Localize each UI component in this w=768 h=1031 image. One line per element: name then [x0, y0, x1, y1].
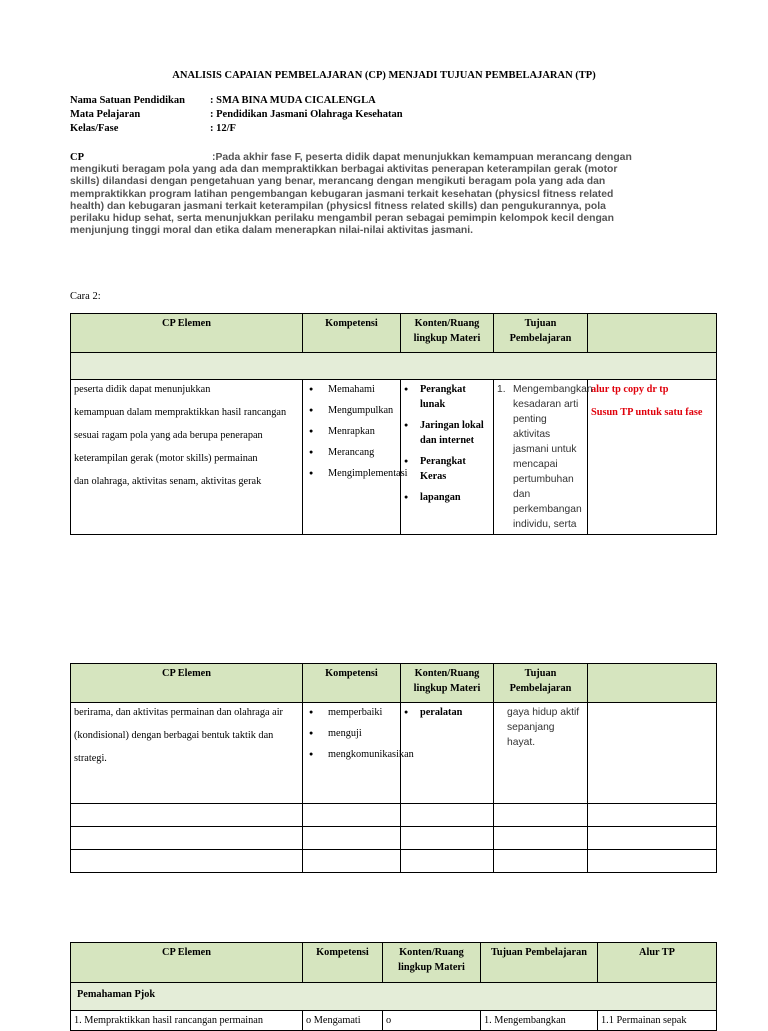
- konten-cell: o: [383, 1011, 481, 1031]
- cp-elemen-cell: [71, 703, 303, 804]
- header-kompetensi: Kompetensi: [303, 943, 383, 983]
- band-row: [71, 353, 717, 380]
- alur-cell: 1.1 Permainan sepak: [598, 1011, 717, 1031]
- empty-cell: [303, 827, 401, 850]
- tp-number: 1.: [497, 384, 506, 395]
- meta-subject: Mata Pelajaran : Pendidikan Jasmani Olahraga Kesehatan: [70, 109, 403, 120]
- analysis-table-1: [70, 313, 717, 535]
- header-empty: [588, 664, 717, 703]
- header-kompetensi: Kompetensi: [303, 314, 401, 353]
- header-tujuan: Tujuan Pembelajaran: [494, 664, 588, 703]
- header-alur: Alur TP: [598, 943, 717, 983]
- kompetensi-cell: [303, 380, 408, 535]
- empty-cell: [401, 804, 494, 827]
- header-tujuan: Tujuan Pembelajaran: [494, 314, 588, 353]
- empty-cell: [401, 827, 494, 850]
- tujuan-cell: 1. Mengembangkan: [481, 1011, 598, 1031]
- empty-cell: [588, 850, 717, 873]
- empty-cell: [71, 850, 303, 873]
- empty-cell: [494, 827, 588, 850]
- document-title: ANALISIS CAPAIAN PEMBELAJARAN (CP) MENJADI TUJUAN PEMBELAJARAN (TP): [172, 70, 596, 81]
- method-label: Cara 2:: [70, 291, 101, 302]
- konten-cell: [401, 703, 494, 804]
- cp-line: sesuai ragam pola yang ada berupa penerapan: [74, 430, 263, 441]
- konten-item: ● Jaringan lokal dan internet: [404, 418, 490, 448]
- meta-class: Kelas/Fase : 12/F: [70, 123, 236, 134]
- empty-cell: [401, 850, 494, 873]
- empty-cell: [494, 850, 588, 873]
- konten-item: ● peralatan: [404, 705, 490, 720]
- cp-line: peserta didik dapat menunjukkan: [74, 384, 211, 395]
- analysis-table-2: [70, 663, 717, 873]
- kompetensi-item: ● Mengimplementasi: [306, 466, 397, 481]
- cp-elemen-cell: [71, 380, 303, 535]
- konten-item: ● lapangan: [404, 490, 490, 505]
- empty-cell: [588, 703, 717, 804]
- note-susun: Susun TP untuk satu fase: [591, 407, 703, 418]
- header-cp-elemen: CP Elemen: [71, 943, 303, 983]
- cp-line: dan olahraga, aktivitas senam, aktivitas gerak: [74, 476, 262, 487]
- header-tujuan: Tujuan Pembelajaran: [481, 943, 598, 983]
- empty-cell: [303, 850, 401, 873]
- cp-line: keterampilan gerak (motor skills) permainan: [74, 453, 258, 464]
- empty-cell: [71, 804, 303, 827]
- kompetensi-item: ● mengkomunikasikan: [306, 747, 397, 762]
- tujuan-cell: [494, 703, 588, 804]
- cp-line: strategi.: [74, 753, 107, 764]
- kompetensi-item: ● Memahami: [306, 382, 397, 397]
- tujuan-cell: [494, 380, 593, 535]
- empty-cell: [588, 804, 717, 827]
- kompetensi-item: ● memperbaiki: [306, 705, 397, 720]
- meta-school: Nama Satuan Pendidikan : SMA BINA MUDA CICALENGLA: [70, 95, 376, 106]
- header-empty: [588, 314, 717, 353]
- header-konten: Konten/Ruang lingkup Materi: [401, 664, 494, 703]
- header-cp-elemen: CP Elemen: [71, 664, 303, 703]
- empty-cell: [494, 804, 588, 827]
- konten-cell: [401, 380, 494, 535]
- empty-cell: [303, 804, 401, 827]
- kompetensi-item: ● Menrapkan: [306, 424, 397, 439]
- tp-text: Mengembangkan kesadaran arti penting aktivitas jasmani untuk mencapai pertumbuhan dan perkembangan individu, serta: [513, 384, 593, 530]
- cp-line: kemampuan dalam mempraktikkan hasil rancangan: [74, 407, 287, 418]
- kompetensi-cell: o Mengamati: [303, 1011, 383, 1031]
- cp-label: CP: [70, 152, 84, 163]
- header-cp-elemen: CP Elemen: [71, 314, 303, 353]
- empty-cell: [588, 827, 717, 850]
- header-konten: Konten/Ruang lingkup Materi: [383, 943, 481, 983]
- kompetensi-cell: [303, 703, 414, 804]
- konten-item: ● Perangkat lunak: [404, 382, 490, 412]
- analysis-table-3: [70, 942, 717, 1031]
- section-title: Pemahaman Pjok: [71, 983, 717, 1011]
- notes-cell: [588, 380, 717, 535]
- header-konten: Konten/Ruang lingkup Materi: [401, 314, 494, 353]
- cp-line: berirama, dan aktivitas permainan dan olahraga air: [74, 707, 283, 718]
- kompetensi-item: ● Merancang: [306, 445, 397, 460]
- cp-line: (kondisional) dengan berbagai bentuk taktik dan: [74, 730, 274, 741]
- kompetensi-item: ● menguji: [306, 726, 397, 741]
- empty-cell: [71, 827, 303, 850]
- header-kompetensi: Kompetensi: [303, 664, 401, 703]
- konten-item: ● Perangkat Keras: [404, 454, 490, 484]
- cp-elemen-cell: 1. Mempraktikkan hasil rancangan permainan: [71, 1011, 303, 1031]
- tp-text: gaya hidup aktif sepanjang hayat.: [507, 707, 580, 748]
- cp-description: :Pada akhir fase F, peserta didik dapat menunjukkan kemampuan merancang dengan mengikuti beragam pola yang ada dan mempraktikkan berbagai aktivitas penerapan keterampilan gerak (motor skills) dilandasi dengan pengetahuan yang benar, merancang dengan mengikuti beragam pola yang ada dan mempraktikkan program latihan pengembangan kebugaran jasmani terkait kesehatan (physicsl fitness related health) dan kebugaran jasmani terkait keterampilan (physicsl fitness related skills) dan pengukurannya, pola perilaku hidup sehat, serta menunjukkan perilaku mengambil peran sebagai pemimpin kelompok kecil dengan menjunjung tinggi moral dan etika dalam menerapkan nilai-nilai aktivitas jasmani.: [70, 152, 632, 237]
- note-alur: alur tp copy dr tp: [591, 384, 669, 395]
- kompetensi-item: ● Mengumpulkan: [306, 403, 397, 418]
